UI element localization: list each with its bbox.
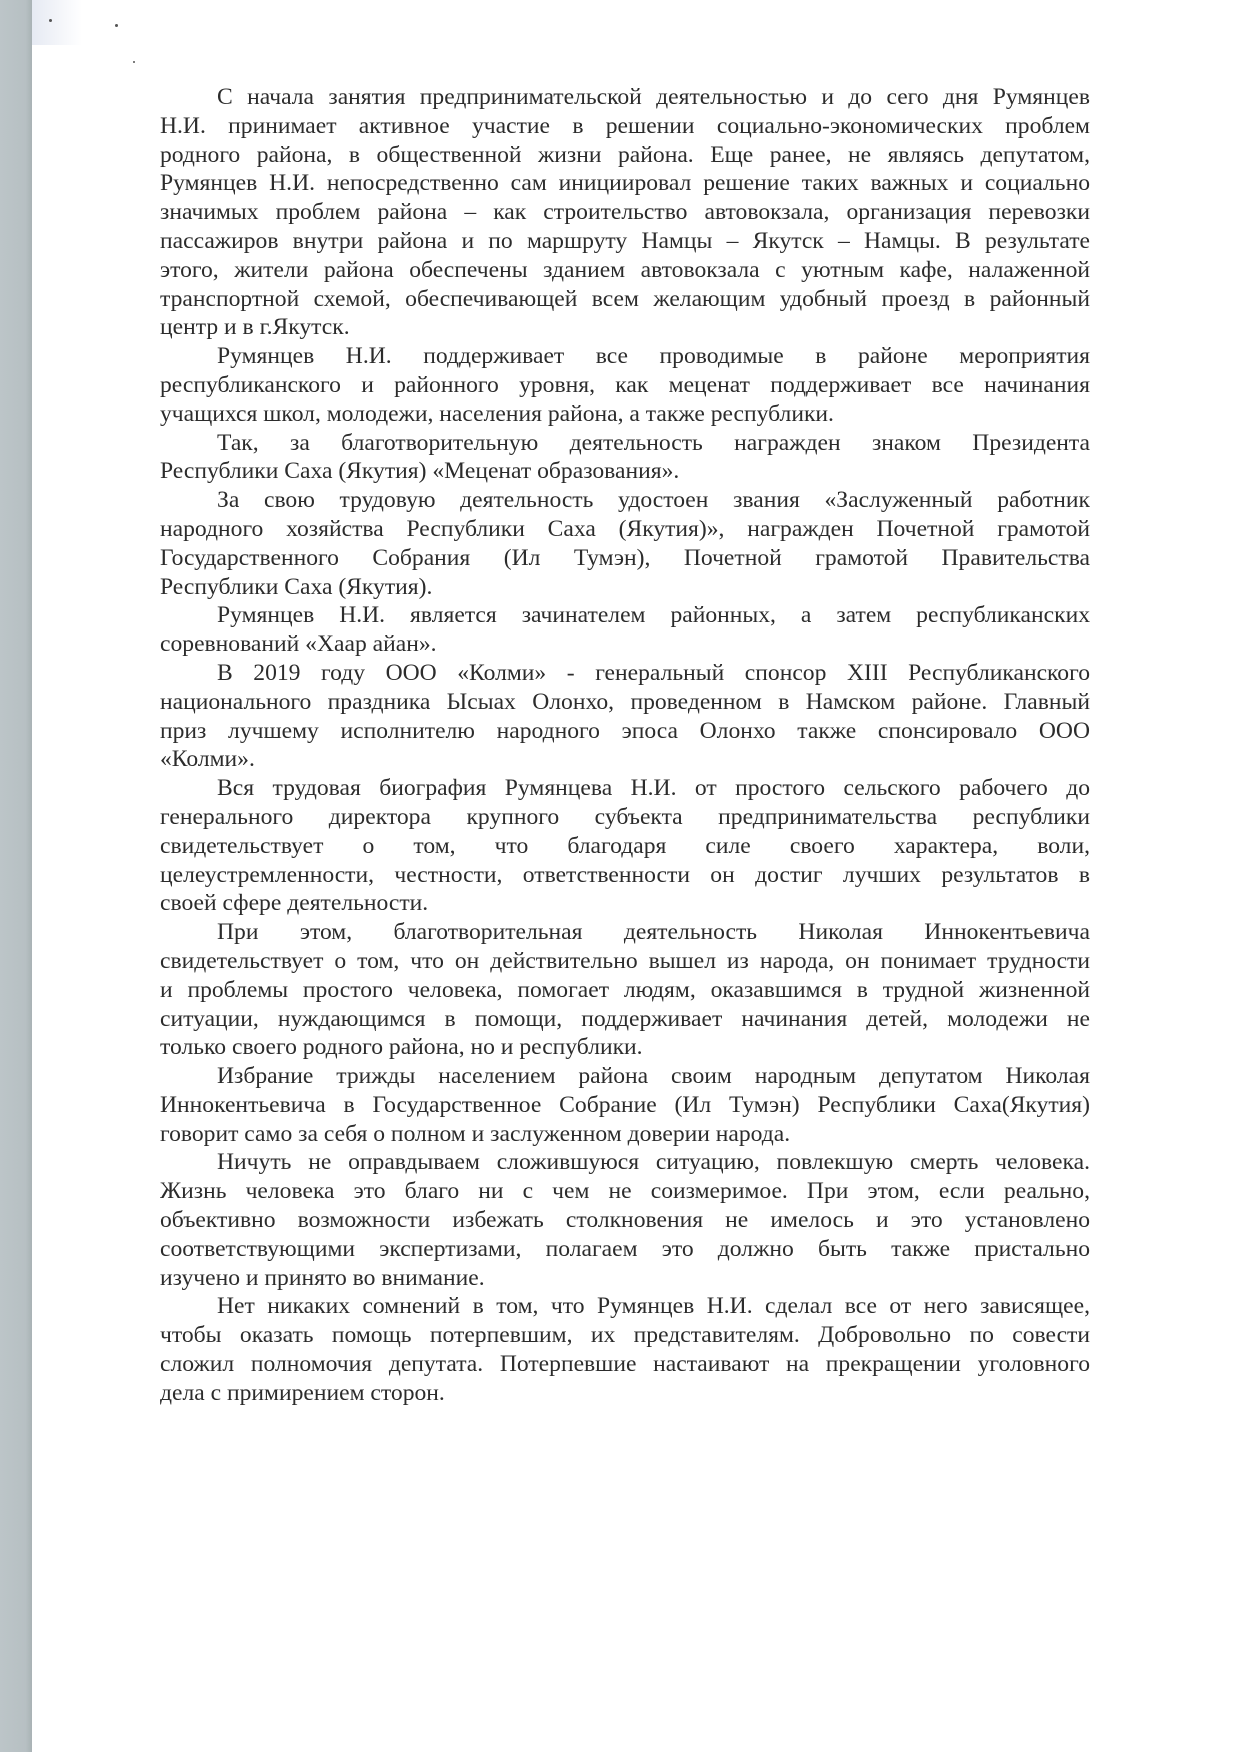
- text-line: дела с примирением сторон.: [160, 1379, 445, 1406]
- text-line: Нет никаких сомнений в том, что Румянцев Н.И. сделал все от него зависящее,: [217, 1293, 1090, 1320]
- text-line: соответствующими экспертизами, полагаем это должно быть также пристально: [160, 1235, 1090, 1262]
- paragraph: [160, 1292, 1090, 1407]
- paragraph: [160, 918, 1090, 1062]
- scanner-edge-strip: [0, 0, 32, 1752]
- text-line: своей сфере деятельности.: [160, 890, 429, 917]
- text-line: чтобы оказать помощь потерпевшим, их представителям. Добровольно по совести: [160, 1322, 1090, 1349]
- scan-speck: [133, 61, 135, 63]
- text-line: соревнований «Хаар айан».: [160, 631, 437, 658]
- document-page: [160, 83, 1090, 1408]
- text-line: Избрание трижды населением района своим народным депутатом Николая: [217, 1063, 1090, 1090]
- text-line: Государственного Собрания (Ил Тумэн), Почетной грамотой Правительства: [160, 544, 1090, 571]
- text-line: ситуации, нуждающимся в помощи, поддерживает начинания детей, молодежи не: [160, 1005, 1090, 1032]
- paragraph: [160, 1148, 1090, 1292]
- text-line: учащихся школ, молодежи, населения района, а также республики.: [160, 400, 834, 427]
- text-line: родного района, в общественной жизни района. Еще ранее, не являясь депутатом,: [160, 141, 1090, 168]
- text-line: Иннокентьевича в Государственное Собрание (Ил Тумэн) Республики Саха(Якутия): [160, 1091, 1090, 1118]
- text-line: сложил полномочия депутата. Потерпевшие настаивают на прекращении уголовного: [160, 1351, 1090, 1378]
- text-line: Республики Саха (Якутия) «Меценат образования».: [160, 458, 680, 485]
- paragraph: [160, 486, 1090, 601]
- text-line: С начала занятия предпринимательской деятельностью и до сего дня Румянцев: [217, 84, 1090, 110]
- text-line: национального праздника Ысыах Олонхо, проведенном в Намском районе. Главный: [160, 688, 1090, 715]
- text-line: приз лучшему исполнителю народного эпоса Олонхо также спонсировало ООО: [160, 717, 1090, 744]
- text-line: За свою трудовую деятельность удостоен звания «Заслуженный работник: [217, 487, 1090, 514]
- paragraph: [160, 659, 1090, 774]
- scan-speck: [49, 19, 52, 22]
- scan-speck: [115, 24, 118, 27]
- text-line: свидетельствует о том, что благодаря силе своего характера, воли,: [160, 832, 1090, 859]
- scanner-edge-shadow: [32, 0, 82, 45]
- text-line: только своего родного района, но и республики.: [160, 1034, 643, 1061]
- text-line: говорит само за себя о полном и заслуженном доверии народа.: [160, 1120, 791, 1147]
- text-line: центр и в г.Якутск.: [160, 314, 350, 341]
- text-line: транспортной схемой, обеспечивающей всем желающим удобный проезд в районный: [160, 285, 1090, 312]
- text-line: объективно возможности избежать столкновения не имелось и это установлено: [160, 1207, 1090, 1234]
- text-line: При этом, благотворительная деятельность Николая Иннокентьевича: [217, 919, 1090, 946]
- text-line: и проблемы простого человека, помогает людям, оказавшимся в трудной жизненной: [160, 976, 1090, 1003]
- text-line: народного хозяйства Республики Саха (Якутия)», награжден Почетной грамотой: [160, 515, 1090, 542]
- paragraph: [160, 1062, 1090, 1148]
- paragraph: [160, 774, 1090, 918]
- text-line: генерального директора крупного субъекта предпринимательства республики: [160, 803, 1090, 830]
- paragraph: [160, 83, 1090, 342]
- text-line: «Колми».: [160, 746, 255, 773]
- text-line: Так, за благотворительную деятельность награжден знаком Президента: [217, 429, 1090, 456]
- paragraph: [160, 342, 1090, 428]
- text-line: этого, жители района обеспечены зданием автовокзала с уютным кафе, налаженной: [160, 256, 1090, 283]
- paragraph: [160, 429, 1090, 487]
- text-line: В 2019 году ООО «Колми» - генеральный спонсор XIII Республиканского: [217, 659, 1090, 686]
- text-line: Румянцев Н.И. поддерживает все проводимые в районе мероприятия: [217, 343, 1090, 370]
- text-line: Вся трудовая биография Румянцева Н.И. от простого сельского рабочего до: [217, 775, 1090, 802]
- text-line: Румянцев Н.И. непосредственно сам инициировал решение таких важных и социально: [160, 170, 1090, 197]
- text-line: значимых проблем района – как строительство автовокзала, организация перевозки: [160, 199, 1090, 226]
- text-line: Жизнь человека это благо ни с чем не соизмеримое. При этом, если реально,: [160, 1178, 1090, 1205]
- text-line: Румянцев Н.И. является зачинателем районных, а затем республиканских: [217, 602, 1090, 629]
- text-line: целеустремленности, честности, ответственности он достиг лучших результатов в: [160, 861, 1090, 888]
- text-line: Республики Саха (Якутия).: [160, 573, 433, 600]
- text-line: изучено и принято во внимание.: [160, 1264, 485, 1291]
- paragraph: [160, 601, 1090, 659]
- text-line: Ничуть не оправдываем сложившуюся ситуацию, повлекшую смерть человека.: [217, 1149, 1090, 1176]
- text-line: свидетельствует о том, что он действительно вышел из народа, он понимает трудности: [160, 947, 1090, 974]
- text-line: пассажиров внутри района и по маршруту Намцы – Якутск – Намцы. В результате: [160, 227, 1090, 254]
- text-line: республиканского и районного уровня, как меценат поддерживает все начинания: [160, 371, 1090, 398]
- text-line: Н.И. принимает активное участие в решении социально-экономических проблем: [160, 112, 1090, 139]
